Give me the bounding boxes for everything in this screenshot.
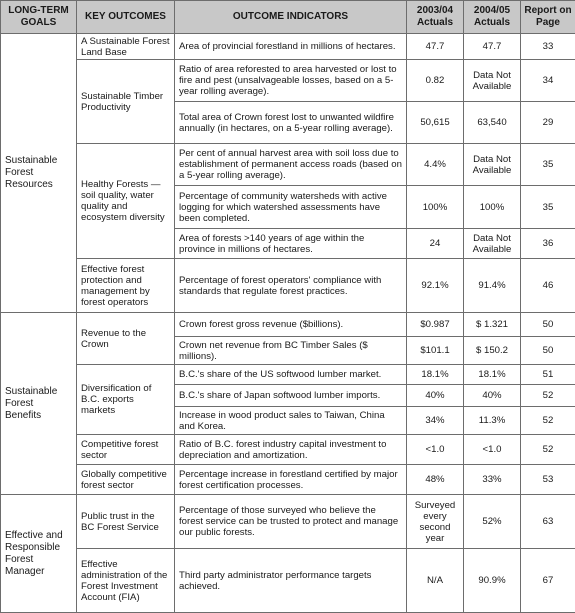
indicator-cell: Crown net revenue from BC Timber Sales ($ millions).: [175, 337, 407, 365]
table-row: [1, 495, 575, 549]
value-2004-05: 33%: [464, 465, 521, 495]
report-page: 46: [521, 259, 575, 313]
value-2003-04: 34%: [407, 407, 464, 435]
outcome-cell: Competitive forest sector: [77, 435, 175, 465]
value-2004-05: $ 1.321: [464, 313, 521, 337]
report-page: 52: [521, 407, 575, 435]
header-row: [1, 1, 575, 34]
table-row: [1, 465, 575, 495]
outcome-cell: Sustainable Timber Productivity: [77, 60, 175, 144]
indicator-cell: Percentage of those surveyed who believe the forest service can be trusted to protect and manage our public forests.: [175, 495, 407, 549]
table-row: [1, 34, 575, 60]
value-2003-04: 47.7: [407, 34, 464, 60]
outcome-cell: Diversification of B.C. exports markets: [77, 365, 175, 435]
report-page: 50: [521, 313, 575, 337]
value-2003-04: Surveyed every second year: [407, 495, 464, 549]
value-2003-04: 40%: [407, 385, 464, 407]
value-2004-05: 91.4%: [464, 259, 521, 313]
value-2004-05: 11.3%: [464, 407, 521, 435]
report-page: 34: [521, 60, 575, 102]
report-page: 35: [521, 144, 575, 186]
outcome-cell: Healthy Forests — soil quality, water quality and ecosystem diversity: [77, 144, 175, 259]
indicator-cell: Total area of Crown forest lost to unwanted wildfire annually (in hectares, on a 5-year rolling average).: [175, 102, 407, 144]
report-page: 67: [521, 549, 575, 613]
table-row: [1, 435, 575, 465]
table-row: [1, 365, 575, 385]
header-2004-05-actuals: 2004/05 Actuals: [464, 1, 521, 34]
report-page: 50: [521, 337, 575, 365]
value-2003-04: 24: [407, 229, 464, 259]
indicator-cell: Increase in wood product sales to Taiwan, China and Korea.: [175, 407, 407, 435]
value-2004-05: Data Not Available: [464, 229, 521, 259]
indicator-cell: Third party administrator performance targets achieved.: [175, 549, 407, 613]
value-2003-04: 92.1%: [407, 259, 464, 313]
goal-cell: Sustainable Forest Resources: [1, 34, 77, 313]
outcome-cell: Effective administration of the Forest Investment Account (FIA): [77, 549, 175, 613]
table-row: [1, 313, 575, 337]
goal-cell: Sustainable Forest Benefits: [1, 313, 77, 495]
value-2003-04: 48%: [407, 465, 464, 495]
value-2003-04: <1.0: [407, 435, 464, 465]
indicator-cell: Percentage of forest operators' compliance with standards that regulate forest practices.: [175, 259, 407, 313]
report-page: 52: [521, 385, 575, 407]
report-page: 51: [521, 365, 575, 385]
value-2004-05: 52%: [464, 495, 521, 549]
indicator-cell: Area of provincial forestland in millions of hectares.: [175, 34, 407, 60]
indicator-cell: B.C.'s share of the US softwood lumber market.: [175, 365, 407, 385]
value-2003-04: $101.1: [407, 337, 464, 365]
goal-cell: Effective and Responsible Forest Manager: [1, 495, 77, 613]
table-row: [1, 144, 575, 186]
table-row: [1, 549, 575, 613]
value-2004-05: 100%: [464, 186, 521, 229]
header-outcome-indicators: OUTCOME INDICATORS: [175, 1, 407, 34]
report-page: 63: [521, 495, 575, 549]
value-2003-04: $0.987: [407, 313, 464, 337]
outcome-cell: Globally competitive forest sector: [77, 465, 175, 495]
indicator-cell: Per cent of annual harvest area with soil loss due to establishment of permanent access roads (based on a 5-year rolling average).: [175, 144, 407, 186]
value-2004-05: <1.0: [464, 435, 521, 465]
outcome-cell: Effective forest protection and management by forest operators: [77, 259, 175, 313]
indicator-cell: Ratio of B.C. forest industry capital investment to depreciation and amortization.: [175, 435, 407, 465]
indicator-cell: Area of forests >140 years of age within the province in millions of hectares.: [175, 229, 407, 259]
report-page: 33: [521, 34, 575, 60]
indicator-cell: Ratio of area reforested to area harvested or lost to fire and pest (unsalvageable losses, based on a 5-year rolling average).: [175, 60, 407, 102]
value-2003-04: N/A: [407, 549, 464, 613]
report-page: 36: [521, 229, 575, 259]
report-page: 35: [521, 186, 575, 229]
value-2004-05: 90.9%: [464, 549, 521, 613]
table-row: [1, 60, 575, 102]
indicator-cell: B.C.'s share of Japan softwood lumber imports.: [175, 385, 407, 407]
value-2004-05: 47.7: [464, 34, 521, 60]
indicator-cell: Percentage of community watersheds with active logging for which watershed assessments have been completed.: [175, 186, 407, 229]
value-2004-05: 63,540: [464, 102, 521, 144]
header-long-term-goals: LONG-TERM GOALS: [1, 1, 77, 34]
value-2003-04: 18.1%: [407, 365, 464, 385]
value-2004-05: 18.1%: [464, 365, 521, 385]
table-row: [1, 259, 575, 313]
header-report-on-page: Report on Page: [521, 1, 575, 34]
header-2003-04-actuals: 2003/04 Actuals: [407, 1, 464, 34]
report-page: 29: [521, 102, 575, 144]
value-2004-05: Data Not Available: [464, 60, 521, 102]
value-2003-04: 0.82: [407, 60, 464, 102]
indicator-cell: Crown forest gross revenue ($billions).: [175, 313, 407, 337]
outcome-cell: Revenue to the Crown: [77, 313, 175, 365]
outcome-cell: Public trust in the BC Forest Service: [77, 495, 175, 549]
value-2004-05: Data Not Available: [464, 144, 521, 186]
indicator-cell: Percentage increase in forestland certified by major forest certification processes.: [175, 465, 407, 495]
value-2003-04: 50,615: [407, 102, 464, 144]
header-key-outcomes: KEY OUTCOMES: [77, 1, 175, 34]
outcome-cell: A Sustainable Forest Land Base: [77, 34, 175, 60]
report-page: 53: [521, 465, 575, 495]
value-2004-05: 40%: [464, 385, 521, 407]
value-2003-04: 4.4%: [407, 144, 464, 186]
report-page: 52: [521, 435, 575, 465]
value-2004-05: $ 150.2: [464, 337, 521, 365]
value-2003-04: 100%: [407, 186, 464, 229]
